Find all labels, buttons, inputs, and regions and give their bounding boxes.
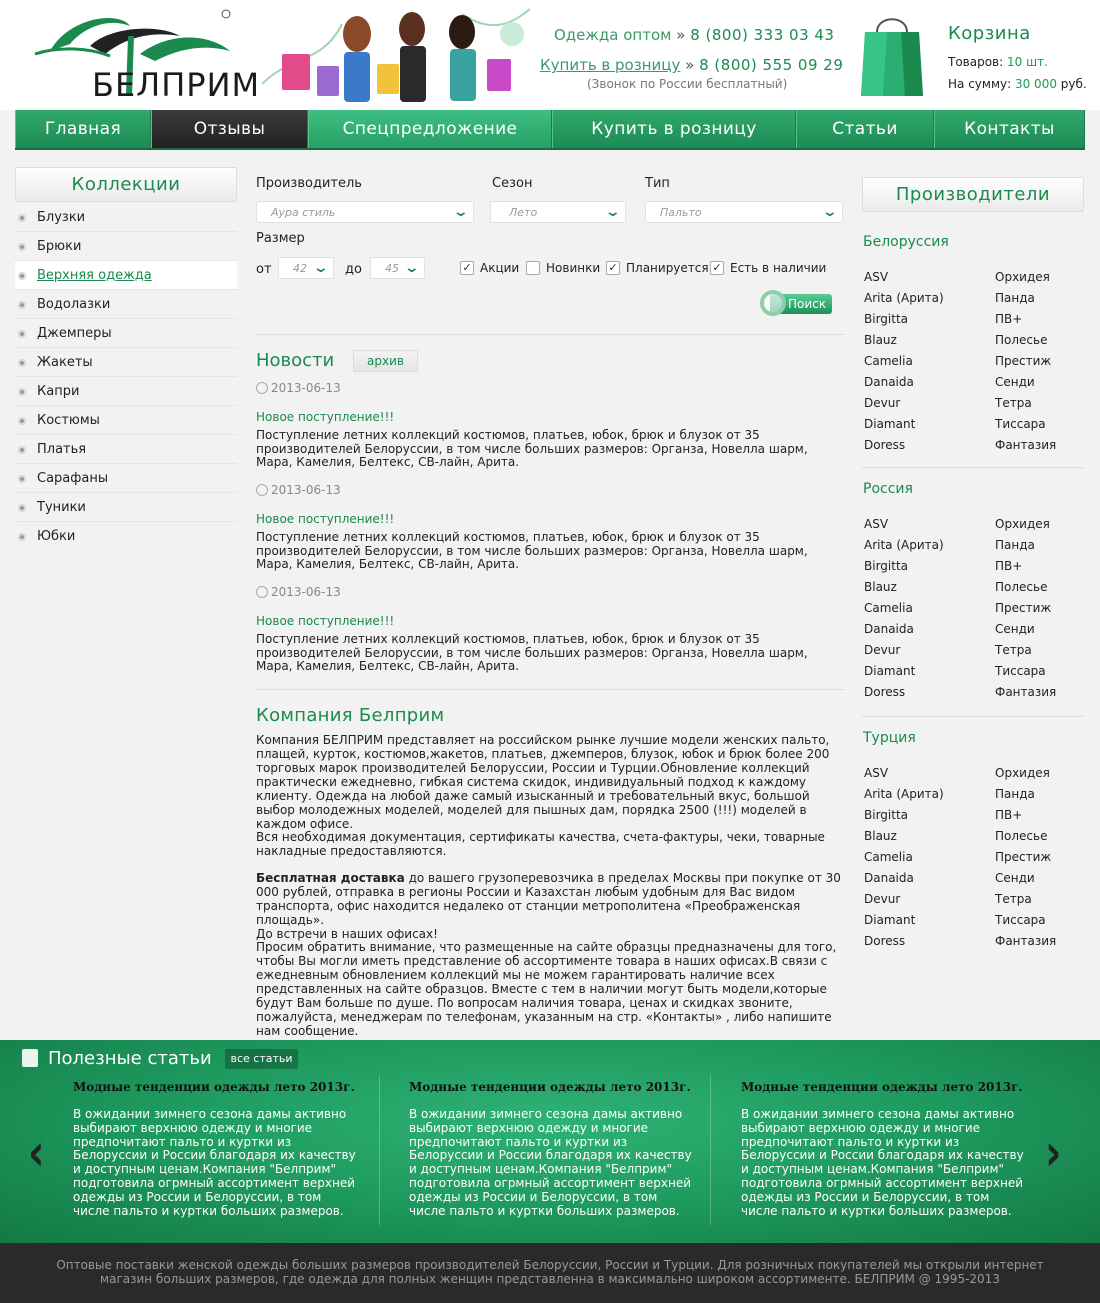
size-from-label: от xyxy=(256,262,272,277)
clock-icon xyxy=(256,382,268,394)
clock-icon xyxy=(256,586,268,598)
company-paragraph-delivery xyxy=(256,871,846,941)
brand-link[interactable]: Devur xyxy=(864,643,901,657)
size-from-value: 42 xyxy=(293,262,307,275)
collection-label: Брюки xyxy=(37,238,82,254)
chevron-down-icon: ⌄ xyxy=(312,260,330,276)
brand-link[interactable]: Сенди xyxy=(995,375,1035,389)
size-label: Размер xyxy=(256,231,305,246)
collection-item[interactable] xyxy=(15,435,237,464)
producer-label: Производитель xyxy=(256,176,362,191)
bullet-icon xyxy=(18,446,26,454)
brand-link[interactable]: Blauz xyxy=(864,333,897,347)
brand-link[interactable]: ПВ+ xyxy=(995,559,1023,573)
collection-item-active[interactable] xyxy=(15,261,237,290)
bullet-icon xyxy=(18,504,26,512)
brand-link[interactable]: ASV xyxy=(864,270,889,284)
size-to-value: 45 xyxy=(385,262,399,275)
brand-link[interactable]: Doress xyxy=(864,934,906,948)
news-link[interactable]: Новое поступление!!! xyxy=(256,614,395,628)
brand-link[interactable]: ПВ+ xyxy=(995,312,1023,326)
cart-title[interactable]: Корзина xyxy=(948,23,1031,44)
news-text: Поступление летних коллекций костюмов, платьев, юбок, брюк и блузок от 35 производителей Белоруссии, в том числе больших размеров: Органза, Новелла шарм, Мара, Камелия, Белтекс, СВ-лайн, Арита. xyxy=(256,632,808,673)
nav-reviews[interactable]: Отзывы xyxy=(151,110,308,148)
brand-link[interactable]: Danaida xyxy=(864,622,914,636)
bullet-icon xyxy=(18,417,26,425)
collection-item[interactable] xyxy=(15,406,237,435)
brand-link[interactable]: Birgitta xyxy=(864,808,909,822)
cart-sum-currency: руб. xyxy=(1060,77,1087,91)
collection-label: Водолазки xyxy=(37,296,111,312)
brand-link[interactable]: Blauz xyxy=(864,829,897,843)
collection-label: Костюмы xyxy=(37,412,100,428)
collection-label: Туники xyxy=(37,499,86,515)
type-label: Тип xyxy=(645,176,670,191)
company-paragraph: Просим обратить внимание, что размещенные на сайте образцы предназначены для того, чтобы Вы могли иметь представление об ассортименте товара в наших офисах.В связи с ежедневным обновлением коллекций мы не можем гарантировать наличие всех представленных на сайте образцов. Вместе с тем в наличии могут быть модели,которые будут Вам больше по душе. По вопросам наличия товара, ценах и скидках звоните, пожалуйста, менеджерам по телефонам, указанным на стр. «Контакты» , либо напишите нам сообщение. xyxy=(256,940,837,1038)
retail-phone[interactable]: 8 (800) 555 09 29 xyxy=(699,56,844,74)
divider xyxy=(862,467,1084,468)
producer-select[interactable] xyxy=(256,201,474,223)
header xyxy=(0,0,1100,110)
cart-count-value: 10 шт. xyxy=(1007,55,1048,69)
bullet-icon xyxy=(18,388,26,396)
brand-link[interactable]: Престиж xyxy=(995,354,1052,368)
collection-label: Джемперы xyxy=(37,325,112,341)
brand-link[interactable]: Орхидея xyxy=(995,517,1050,531)
brand-link[interactable]: ПВ+ xyxy=(995,808,1023,822)
collection-item[interactable] xyxy=(15,377,237,406)
news-date-value: 2013-06-13 xyxy=(271,585,341,599)
brand-link[interactable]: Орхидея xyxy=(995,766,1050,780)
bullet-icon xyxy=(18,214,26,222)
brand-link[interactable]: Тетра xyxy=(995,396,1032,410)
collections-title: Коллекции xyxy=(15,167,237,202)
collection-item[interactable] xyxy=(15,203,237,232)
company-paragraph: Вся необходимая документация, сертификаты качества, счета-фактуры, чеки, товарные накладные предоставляются. xyxy=(256,830,825,858)
article-title[interactable]: Модные тенденции одежды лето 2013г. xyxy=(73,1080,355,1094)
logo-text: БЕЛПРИМ xyxy=(92,66,261,104)
brand-link[interactable]: Blauz xyxy=(864,580,897,594)
bullet-icon xyxy=(18,243,26,251)
brand-link[interactable]: Сенди xyxy=(995,622,1035,636)
brand-link[interactable]: Сенди xyxy=(995,871,1035,885)
brand-link[interactable]: Престиж xyxy=(995,850,1052,864)
size-to-select[interactable] xyxy=(370,257,425,279)
next-arrow-icon[interactable]: › xyxy=(1045,1123,1062,1183)
type-select[interactable] xyxy=(645,201,843,223)
brand-link[interactable]: Diamant xyxy=(864,664,916,678)
brand-link[interactable]: Camelia xyxy=(864,601,913,615)
brand-link[interactable]: Arita (Арита) xyxy=(864,787,944,801)
phone-note: (Звонок по России бесплатный) xyxy=(587,77,788,91)
brand-link[interactable]: Тетра xyxy=(995,892,1032,906)
chevron-down-icon: ⌄ xyxy=(452,204,470,220)
chevron-down-icon: ⌄ xyxy=(403,260,421,276)
cart-sum-label: На сумму: xyxy=(948,77,1012,91)
brand-link[interactable]: Престиж xyxy=(995,601,1052,615)
news-date-value: 2013-06-13 xyxy=(271,381,341,395)
brand-list xyxy=(995,766,1056,955)
prev-arrow-icon[interactable]: ‹ xyxy=(28,1123,45,1183)
main-nav xyxy=(15,110,1085,150)
brand-link[interactable]: Панда xyxy=(995,538,1035,552)
company-title: Компания Белприм xyxy=(256,705,445,726)
hero-image xyxy=(262,4,532,110)
arrow-separator: » xyxy=(685,56,695,74)
brand-link[interactable]: Тиссара xyxy=(995,664,1046,678)
brand-link[interactable]: Camelia xyxy=(864,850,913,864)
brand-link[interactable]: Camelia xyxy=(864,354,913,368)
collection-label: Жакеты xyxy=(37,354,93,370)
brand-link[interactable]: Панда xyxy=(995,787,1035,801)
nav-retail[interactable]: Купить в розницу xyxy=(552,110,796,148)
brand-link[interactable]: Тиссара xyxy=(995,913,1046,927)
news-title: Новости xyxy=(256,350,335,371)
cart-count xyxy=(948,55,1048,69)
brand-list xyxy=(864,517,944,706)
footer-text: Оптовые поставки женской одежды больших размеров производителей Белоруссии, России и Турции. Для розничных покупателей мы открыли интернет магазин больших размеров, где одежда для полных женщин представленна в максимально широком ассортименте. БЕЛПРИМ @ 1995-2013 xyxy=(56,1258,1044,1286)
brand-link[interactable]: Arita (Арита) xyxy=(864,538,944,552)
brand-link[interactable]: Фантазия xyxy=(995,438,1057,452)
collection-item[interactable] xyxy=(15,522,237,551)
brand-list xyxy=(864,766,944,955)
brand-list xyxy=(995,517,1056,706)
news-date xyxy=(256,381,341,395)
cart-count-label: Товаров: xyxy=(948,55,1004,69)
divider xyxy=(256,689,844,690)
chevron-down-icon: ⌄ xyxy=(604,204,622,220)
document-icon xyxy=(22,1049,38,1067)
bullet-icon xyxy=(18,359,26,367)
article-text: В ожидании зимнего сезона дамы активно выбирают верхнюю одежду и многие предпочитают пальто и куртки из Белоруссии и России благодаря их качеству и доступным ценам.Компания "Белприм" подготовила огрмный ассортимент верхней одежды из России и Белоруссии, в том числе пальто и куртки больших размеров. xyxy=(73,1107,356,1218)
brand-link[interactable]: Тиссара xyxy=(995,417,1046,431)
nav-home[interactable]: Главная xyxy=(15,110,151,148)
collection-item[interactable] xyxy=(15,290,237,319)
season-value: Лето xyxy=(509,206,538,219)
season-select[interactable] xyxy=(490,201,626,223)
wholesale-label: Одежда оптом xyxy=(554,26,672,44)
collection-item[interactable] xyxy=(15,348,237,377)
divider xyxy=(256,334,844,335)
brand-link[interactable]: Devur xyxy=(864,892,901,906)
size-to-label: до xyxy=(345,262,362,277)
article-text: В ожидании зимнего сезона дамы активно выбирают верхнюю одежду и многие предпочитают пальто и куртки из Белоруссии и России благодаря их качеству и доступным ценам.Компания "Белприм" подготовила огрмный ассортимент верхней одежды из России и Белоруссии, в том числе пальто и куртки больших размеров. xyxy=(741,1107,1024,1218)
brand-link[interactable]: Danaida xyxy=(864,375,914,389)
article-text: В ожидании зимнего сезона дамы активно выбирают верхнюю одежду и многие предпочитают пальто и куртки из Белоруссии и России благодаря их качеству и доступным ценам.Компания "Белприм" подготовила огрмный ассортимент верхней одежды из России и Белоруссии, в том числе пальто и куртки больших размеров. xyxy=(409,1107,692,1218)
nav-articles[interactable]: Статьи xyxy=(796,110,934,148)
checkbox-new[interactable] xyxy=(526,261,540,275)
checkbox-planned-label: Планируется xyxy=(626,261,709,275)
article-divider xyxy=(710,1075,711,1225)
brand-link[interactable]: Diamant xyxy=(864,417,916,431)
brand-link[interactable]: Полесье xyxy=(995,580,1048,594)
news-date xyxy=(256,483,341,497)
arrow-separator: » xyxy=(676,26,686,44)
collection-label: Платья xyxy=(37,441,87,457)
brand-list xyxy=(995,270,1056,459)
all-articles-button[interactable]: все статьи xyxy=(225,1049,298,1069)
chevron-down-icon: ⌄ xyxy=(821,204,839,220)
checkbox-promo[interactable]: ✓ xyxy=(460,261,474,275)
company-paragraph: Компания БЕЛПРИМ представляет на российском рынке лучшие модели женских пальто, плащей, курток, костюмов,жакетов, платьев, джемперов, блузок, юбок и брюк более 200 торговых марок производителей Белоруссии, России и Турции.Обновление коллекций практически ежедневно, гибкая система скидок, индивидуальный подход к каждому клиенту. Одежда на любой даже самый изысканный и требовательный вкус, большой выбор молодежных моделей, моделей для пышных дам, порядка 2500 (!!!) моделей в каждом офисе. xyxy=(256,733,830,831)
brand-link[interactable]: Birgitta xyxy=(864,559,909,573)
news-archive-button[interactable]: архив xyxy=(353,350,418,372)
collection-label: Юбки xyxy=(37,529,76,544)
brand-link[interactable]: Орхидея xyxy=(995,270,1050,284)
bullet-icon xyxy=(18,475,26,483)
delivery-bold: Бесплатная доставка xyxy=(256,871,405,885)
bullet-icon xyxy=(18,330,26,338)
region-title: Турция xyxy=(863,730,916,746)
region-title: Россия xyxy=(863,481,913,497)
brand-link[interactable]: Тетра xyxy=(995,643,1032,657)
wholesale-phone[interactable]: 8 (800) 333 03 43 xyxy=(690,26,835,44)
producer-value: Аура стиль xyxy=(271,206,336,219)
bullet-icon xyxy=(18,301,26,309)
news-text: Поступление летних коллекций костюмов, платьев, юбок, брюк и блузок от 35 производителей Белоруссии, в том числе больших размеров: Органза, Новелла шарм, Мара, Камелия, Белтекс, СВ-лайн, Арита. xyxy=(256,428,808,469)
retail-link[interactable]: Купить в розницу xyxy=(540,56,681,74)
brand-link[interactable]: Полесье xyxy=(995,829,1048,843)
nav-contacts[interactable]: Контакты xyxy=(934,110,1085,148)
cart-sum-value: 30 000 xyxy=(1014,77,1057,91)
collection-item[interactable] xyxy=(15,464,237,493)
delivery-end: До встречи в наших офисах! xyxy=(256,927,438,941)
article-divider xyxy=(379,1075,380,1225)
news-text: Поступление летних коллекций костюмов, платьев, юбок, брюк и блузок от 35 производителей Белоруссии, в том числе больших размеров: Органза, Новелла шарм, Мара, Камелия, Белтекс, СВ-лайн, Арита. xyxy=(256,530,808,571)
producers-title: Производители xyxy=(862,177,1084,212)
collection-label: Сарафаны xyxy=(37,470,109,486)
delivery-text: до вашего грузоперевозчика в пределах Москвы при покупке от 30 000 рублей, отправка в регионы России и Казахстан любым удобным для Вас видом транспорта, офис находится недалеко от станции метрополитена «Преображенская площадь». xyxy=(256,871,841,927)
brand-link[interactable]: Doress xyxy=(864,438,906,452)
season-label: Сезон xyxy=(492,176,533,191)
news-date-value: 2013-06-13 xyxy=(271,483,341,497)
checkbox-planned[interactable]: ✓ xyxy=(606,261,620,275)
brand-link[interactable]: Danaida xyxy=(864,871,914,885)
collection-label: Капри xyxy=(37,383,80,399)
article-title[interactable]: Модные тенденции одежды лето 2013г. xyxy=(409,1080,691,1094)
brand-link[interactable]: Arita (Арита) xyxy=(864,291,944,305)
search-button-label: Поиск xyxy=(770,294,832,314)
search-button[interactable] xyxy=(760,288,832,320)
collection-item[interactable] xyxy=(15,232,237,261)
brand-link[interactable]: Diamant xyxy=(864,913,916,927)
wholesale-line xyxy=(540,26,840,56)
article-title[interactable]: Модные тенденции одежды лето 2013г. xyxy=(741,1080,1023,1094)
checkbox-promo-label: Акции xyxy=(480,261,520,275)
nav-special[interactable]: Спецпредложение xyxy=(308,110,552,148)
news-date xyxy=(256,585,341,599)
collection-label: Блузки xyxy=(37,209,86,225)
collection-item[interactable] xyxy=(15,493,237,522)
checkbox-in-stock-label: Есть в наличии xyxy=(730,261,827,275)
clock-icon xyxy=(256,484,268,496)
bullet-icon xyxy=(18,272,26,280)
checkbox-new-label: Новинки xyxy=(546,261,601,275)
cart-bag-icon[interactable] xyxy=(857,10,927,98)
collections-list xyxy=(15,203,237,551)
news-link[interactable]: Новое поступление!!! xyxy=(256,512,395,526)
collection-label: Верхняя одежда xyxy=(37,267,152,283)
size-from-select[interactable] xyxy=(278,257,334,279)
cart-sum xyxy=(948,77,1087,91)
brand-link[interactable]: Doress xyxy=(864,685,906,699)
brand-link[interactable]: Полесье xyxy=(995,333,1048,347)
news-link[interactable]: Новое поступление!!! xyxy=(256,410,395,424)
logo[interactable] xyxy=(30,6,261,104)
articles-title: Полезные статьи xyxy=(48,1048,212,1069)
checkbox-in-stock[interactable]: ✓ xyxy=(710,261,724,275)
brand-link[interactable]: ASV xyxy=(864,517,889,531)
brand-link[interactable]: Фантазия xyxy=(995,934,1057,948)
brand-list xyxy=(864,270,944,459)
brand-link[interactable]: ASV xyxy=(864,766,889,780)
brand-link[interactable]: Фантазия xyxy=(995,685,1057,699)
magnifier-icon xyxy=(760,290,786,316)
footer xyxy=(0,1243,1100,1303)
bullet-icon xyxy=(18,533,26,541)
brand-link[interactable]: Панда xyxy=(995,291,1035,305)
divider xyxy=(862,716,1084,717)
region-title: Белоруссия xyxy=(863,234,949,250)
brand-link[interactable]: Devur xyxy=(864,396,901,410)
collection-item[interactable] xyxy=(15,319,237,348)
type-value: Пальто xyxy=(660,206,702,219)
brand-link[interactable]: Birgitta xyxy=(864,312,909,326)
